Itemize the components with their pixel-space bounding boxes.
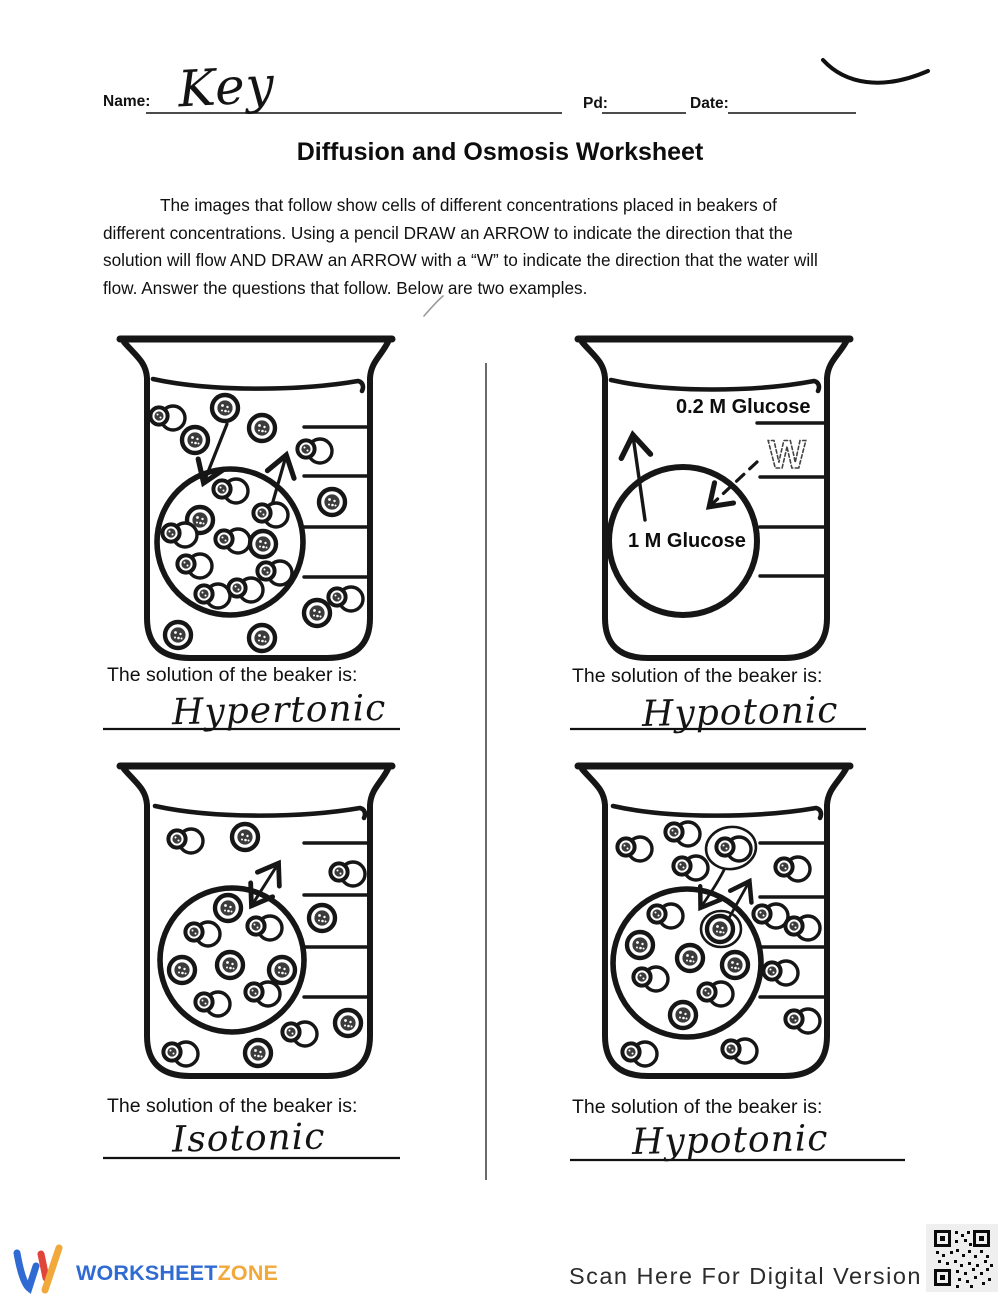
beaker-3-answer: Isotonic: [171, 1116, 326, 1161]
water-surface-line: [613, 806, 821, 818]
water-surface-line: [153, 379, 363, 391]
water-surface-line: [155, 806, 365, 818]
instructions-line: solution will flow AND DRAW an ARROW with a “W” to indicate the direction that the water will: [103, 250, 818, 271]
date-label: Date:: [690, 95, 729, 112]
worksheetzone-logo-text: [76, 1261, 278, 1286]
beaker-4-answer: Hypotonic: [631, 1117, 829, 1164]
beaker-2-drawing: [578, 339, 850, 658]
pd-label: Pd:: [583, 95, 608, 112]
water-surface-line: [611, 380, 819, 391]
logo-word-worksheet: WORKSHEET: [76, 1261, 218, 1285]
instructions-line: different concentrations. Using a pencil DRAW an ARROW to indicate the direction that the: [103, 222, 793, 243]
name-handwritten-value: Key: [176, 55, 277, 119]
water-letter: W: [768, 433, 806, 477]
beaker-3-molecules-inside-cell: [169, 895, 295, 1016]
qr-code-icon: [926, 1224, 998, 1292]
beaker-1-caption: The solution of the beaker is:: [107, 664, 358, 686]
instructions-line: flow. Answer the questions that follow. Below are two examples.: [103, 277, 588, 298]
logo-word-zone: ZONE: [217, 1261, 279, 1285]
scan-here-text: Scan Here For Digital Version: [568, 1263, 922, 1289]
worksheet-title: Diffusion and Osmosis Worksheet: [296, 138, 704, 166]
worksheetzone-w-logo-icon: [12, 1242, 70, 1294]
instructions-line: The images that follow show cells of different concentrations placed in beakers of: [160, 195, 777, 215]
beaker-2-cell-label: 1 M Glucose: [628, 530, 746, 552]
beaker-1-answer: Hypertonic: [171, 687, 387, 734]
pen-swoosh-mark: [823, 60, 928, 83]
instructions-paragraph: [103, 192, 893, 302]
beaker-2-solution-label: 0.2 M Glucose: [676, 396, 811, 418]
beaker-2-caption: The solution of the beaker is:: [572, 665, 823, 687]
beaker-2-answer: Hypotonic: [641, 689, 839, 736]
beaker-3-caption: The solution of the beaker is:: [107, 1095, 358, 1117]
beaker-4-caption: The solution of the beaker is:: [572, 1096, 823, 1118]
beaker-4-molecules-inside-cell: [627, 904, 748, 1028]
name-label: Name:: [103, 93, 151, 110]
beaker-3-molecules-outside-cell: [163, 824, 365, 1066]
